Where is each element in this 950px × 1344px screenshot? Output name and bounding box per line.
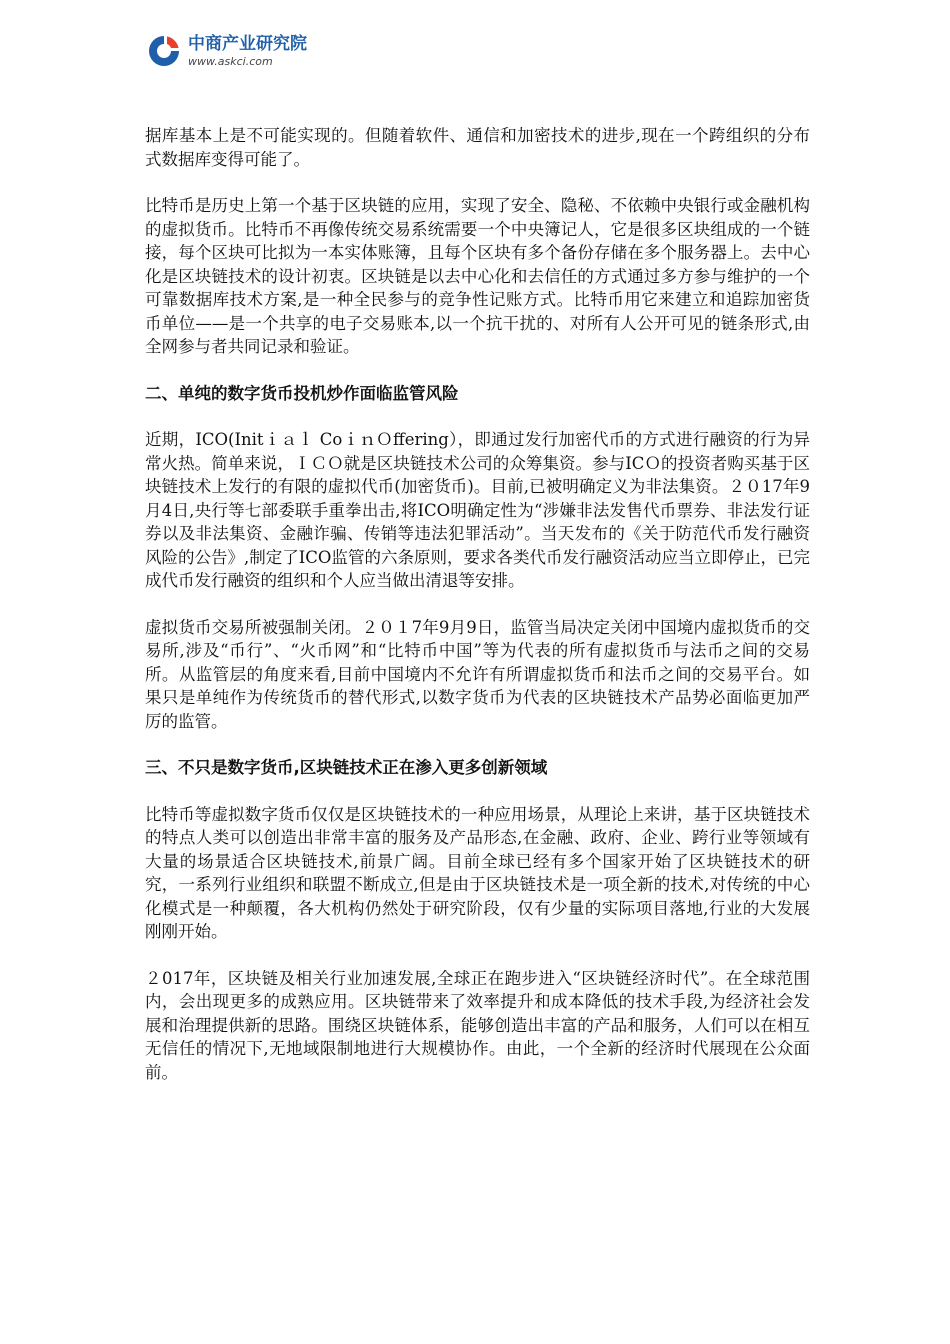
paragraph-2: 比特币是历史上第一个基于区块链的应用，实现了安全、隐秘、不依赖中央银行或金融机构的虚拟货币。比特币不再像传统交易系统需要一个中央簿记人，它是很多区块组成的一个链接，每个区块可比拟为一本实体账簿，且每个区块有多个备份存储在多个服务器上。去中心化是区块链技术的设计初衷。区块链是以去中心化和去信任的方式通过多方参与维护的一个可靠数据库技术方案,是一种全民参与的竞争性记账方式。比特币用它来建立和追踪加密货币单位——是一个共享的电子交易账本,以一个抗干扰的、对所有人公开可见的链条形式,由全网参与者共同记录和验证。	[145, 196, 810, 356]
paragraph-1: 据库基本上是不可能实现的。但随着软件、通信和加密技术的进步,现在一个跨组织的分布式数据库变得可能了。	[145, 126, 810, 169]
paragraph-5: 比特币等虚拟数字货币仅仅是区块链技术的一种应用场景，从理论上来讲，基于区块链技术的特点人类可以创造出非常丰富的服务及产品形态,在金融、政府、企业、跨行业等领域有大量的场景适合区块链技术,前景广阔。目前全球已经有多个国家开始了区块链技术的研究，一系列行业组织和联盟不断成立,但是由于区块链技术是一项全新的技术,对传统的中心化模式是一种颠覆，各大机构仍然处于研究阶段，仅有少量的实际项目落地,行业的大发展刚刚开始。	[145, 804, 810, 941]
logo-text	[188, 33, 307, 68]
section-heading-3: 三、不只是数字货币,区块链技术正在渗入更多创新领域	[145, 758, 548, 777]
section-heading-2: 二、单纯的数字货币投机炒作面临监管风险	[145, 383, 459, 403]
logo-url: www.askci.com	[188, 54, 273, 68]
paragraph-6: ２017年，区块链及相关行业加速发展,全球正在跑步进入“区块链经济时代”。在全球范围内，会出现更多的成熟应用。区块链带来了效率提升和成本降低的技术手段,为经济社会发展和治理提供新的思路。围绕区块链体系，能够创造出丰富的产品和服务，人们可以在相互无信任的情况下,无地域限制地进行大规模协作。由此，一个全新的经济时代展现在公众面前。	[145, 968, 810, 1082]
askci-logo-icon	[146, 33, 182, 69]
article-body	[145, 124, 810, 1107]
logo	[146, 30, 307, 72]
logo-name: 中商产业研究院	[188, 33, 307, 54]
paragraph-3: 近期，ICO(Initｉａｌ CoｉｎＯffering），即通过发行加密代币的方式进行融资的行为异常火热。简单来说，ＩＣＯ就是区块链技术公司的众筹集资。参与ICＯ的投资者购买基于区块链技术上发行的有限的虚拟代币(加密货币)。目前,已被明确定义为非法集资。２０17年9月4日,央行等七部委联手重拳出击,将ICO明确定性为“涉嫌非法发售代币票券、非法发行证券以及非法集资、金融诈骗、传销等违法犯罪活动”。当天发布的《关于防范代币发行融资风险的公告》,制定了ICO监管的六条原则，要求各类代币发行融资活动应当立即停止，已完成代币发行融资的组织和个人应当做出清退等安排。	[145, 430, 810, 590]
paragraph-4: 虚拟货币交易所被强制关闭。２０１7年9月9日，监管当局决定关闭中国境内虚拟货币的交易所,涉及“币行”、“火币网”和“比特币中国”等为代表的所有虚拟货币与法币之间的交易所。从监管层的角度来看,目前中国境内不允许有所谓虚拟货币和法币之间的交易平台。如果只是单纯作为传统货币的替代形式,以数字货币为代表的区块链技术产品势必面临更加严厉的监管。	[145, 617, 810, 731]
